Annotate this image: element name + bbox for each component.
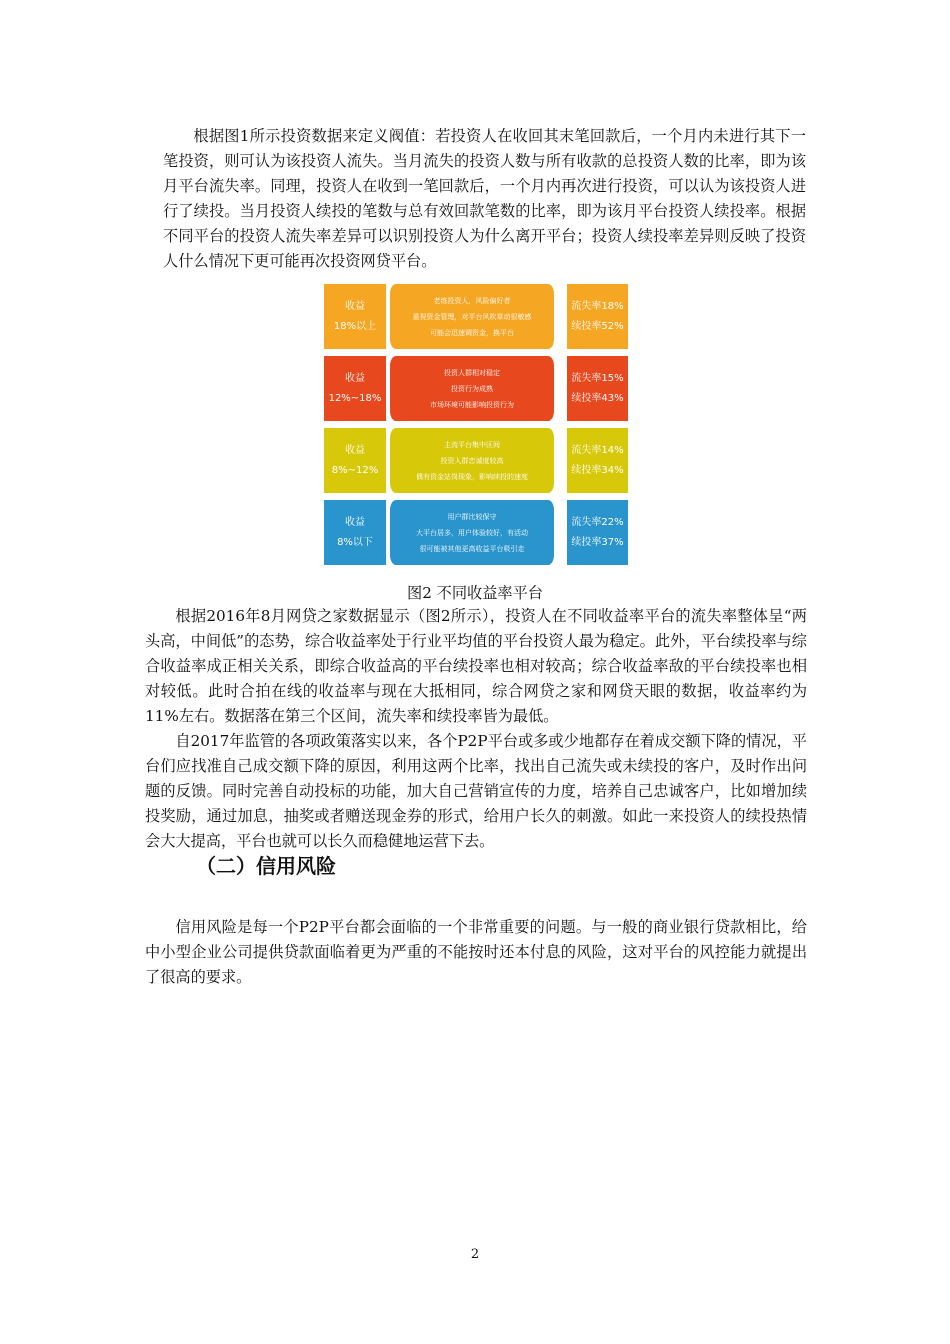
- yield-range: 12%~18%: [328, 392, 382, 404]
- churn-rate: 流失率18%: [571, 300, 624, 312]
- yield-range: 18%以上: [333, 320, 377, 332]
- description-line: 重视资金管理，对平台风吹草动很敏感: [412, 312, 532, 321]
- paragraph-data-analysis: 根据2016年8月网贷之家数据显示（图2所示），投资人在不同收益率平台的流失率整体呈“两头高，中间低”的态势，综合收益率处于行业平均值的平台投资人最为稳定。此外，平台续投率与综合收益率成正相关关系，即综合收益高的平台续投率也相对较高；综合收益率敌的平台续投率也相对较低。此时合拍在线的收益率与现在大抵相同，综合网贷之家和网贷天眼的数据，收益率约为11%左右。数据落在第三个区间，流失率和续投率皆为最低。: [145, 607, 807, 725]
- figure-caption: 图2 不同收益率平台: [407, 584, 543, 602]
- yield-cell: [324, 284, 386, 349]
- rate-cell: [567, 356, 628, 421]
- description-line: 市场环境可能影响投资行为: [430, 400, 514, 409]
- churn-rate: 流失率22%: [571, 516, 624, 528]
- churn-rate: 流失率14%: [571, 444, 624, 456]
- yield-label: 收益: [345, 516, 365, 528]
- figure-row-2: [324, 356, 628, 421]
- yield-label: 收益: [345, 300, 365, 312]
- figure-row-3: [324, 428, 628, 493]
- description-line: 老练投资人，风险偏好者: [433, 296, 511, 305]
- description-cell: [390, 356, 554, 421]
- page-number: 2: [470, 1247, 480, 1262]
- reinvest-rate: 续投率37%: [571, 536, 624, 548]
- reinvest-rate: 续投率34%: [571, 464, 624, 476]
- paragraph-threshold-definition: 根据图1所示投资数据来定义阀值：若投资人在收回其末笔回款后，一个月内未进行其下一笔投资，则可认为该投资人流失。当月流失的投资人数与所有收款的总投资人数的比率，即为该月平台流失率。同理，投资人在收到一笔回款后，一个月内再次进行投资，可以认为该投资人进行了续投。当月投资人续投的笔数与总有效回款笔数的比率，即为该月平台投资人续投率。根据不同平台的投资人流失率差异可以识别投资人为什么离开平台；投资人续投率差异则反映了投资人什么情况下更可能再次投资网贷平台。: [163, 127, 806, 270]
- reinvest-rate: 续投率43%: [571, 392, 624, 404]
- description-line: 可能会迅速调资金，换平台: [430, 328, 514, 337]
- description-line: 投资人群忠诚度较高: [440, 456, 504, 465]
- rate-cell: [567, 284, 628, 349]
- description-line: 很可能被其他更高收益平台吸引走: [419, 544, 525, 553]
- figure-row-1: [324, 284, 628, 349]
- figure-yield-platforms: [324, 284, 628, 566]
- reinvest-rate: 续投率52%: [571, 320, 624, 332]
- rate-cell: [567, 500, 628, 565]
- description-line: 投资人群相对稳定: [444, 368, 500, 377]
- yield-cell: [324, 428, 386, 493]
- description-line: 主流平台集中区间: [444, 440, 500, 449]
- rate-cell: [567, 428, 628, 493]
- yield-range: 8%~12%: [331, 464, 379, 476]
- description-line: 用户群比较保守: [447, 512, 497, 521]
- yield-cell: [324, 356, 386, 421]
- figure-row-4: [324, 500, 628, 565]
- paragraph-credit-risk: 信用风险是每一个P2P平台都会面临的一个非常重要的问题。与一般的商业银行贷款相比，给中小型企业公司提供贷款面临着更为严重的不能按时还本付息的风险，这对平台的风控能力就提出了很高的要求。: [145, 918, 807, 986]
- description-line: 大平台居多，用户体验较好，有活动: [416, 528, 528, 537]
- yield-cell: [324, 500, 386, 565]
- description-cell: [390, 500, 554, 565]
- paragraph-regulation: 自2017年监管的各项政策落实以来，各个P2P平台或多或少地都存在着成交额下降的情况，平台们应找准自己成交额下降的原因，利用这两个比率，找出自己流失或未续投的客户，及时作出问题的反馈。同时完善自动投标的功能，加大自己营销宣传的力度，培养自己忠诚客户，比如增加续投奖励，通过加息，抽奖或者赠送现金券的形式，给用户长久的刺激。如此一来投资人的续投热情会大大提高，平台也就可以长久而稳健地运营下去。: [145, 732, 807, 850]
- description-cell: [390, 428, 554, 493]
- churn-rate: 流失率15%: [571, 372, 624, 384]
- yield-label: 收益: [345, 444, 365, 456]
- yield-label: 收益: [345, 372, 365, 384]
- section-heading: （二）信用风险: [196, 854, 336, 878]
- description-line: 投资行为成熟: [451, 384, 493, 393]
- description-line: 偶有资金站岗现象，影响续投的速度: [416, 472, 528, 481]
- yield-range: 8%以下: [337, 536, 373, 548]
- description-cell: [390, 284, 554, 349]
